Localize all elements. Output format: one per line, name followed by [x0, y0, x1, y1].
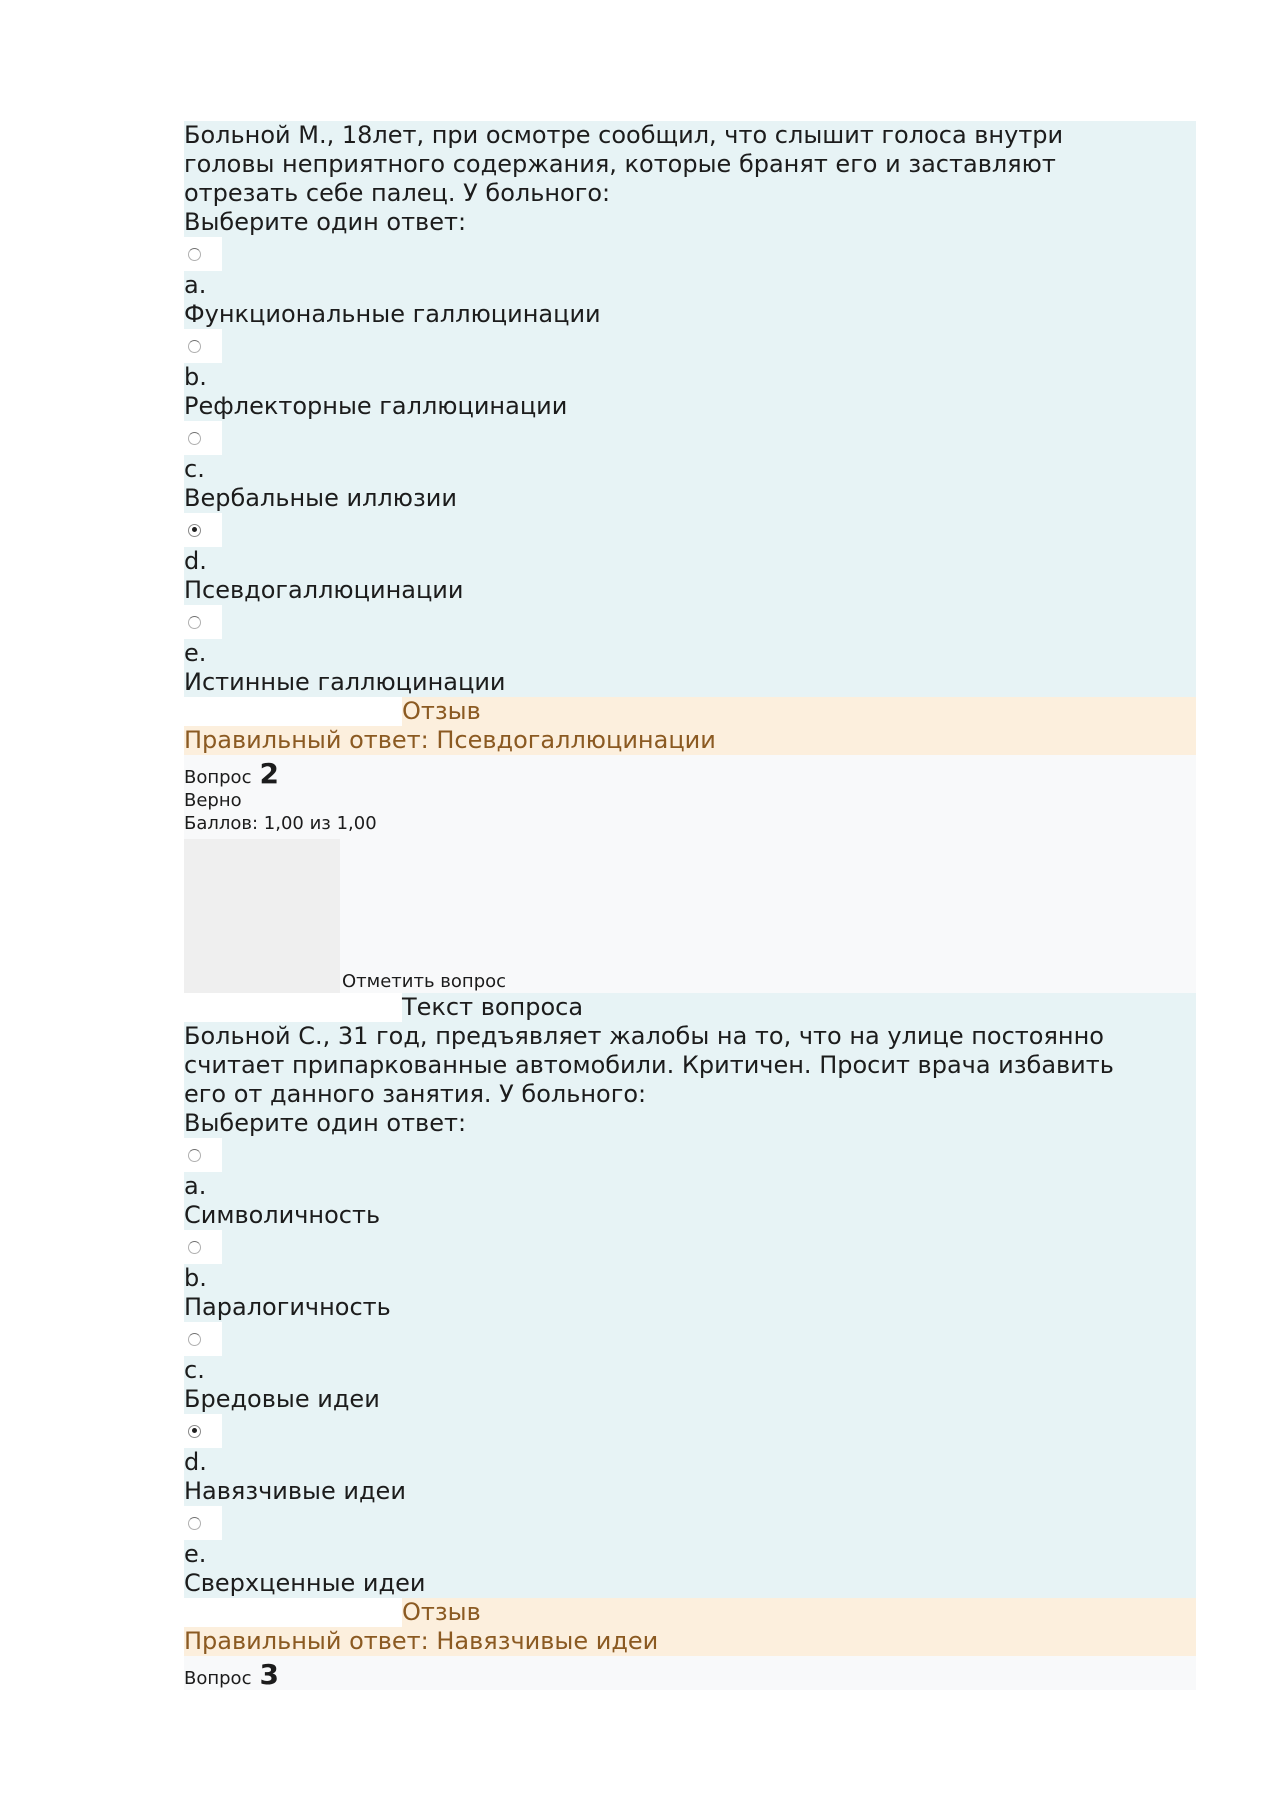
option-c-radio-row — [184, 421, 1196, 455]
radio-cell — [184, 329, 222, 363]
question-text-line: считает припаркованные автомобили. Критичен. Просит врача избавить — [184, 1051, 1114, 1079]
answer-prompt: Выберите один ответ: — [184, 208, 467, 236]
radio-button[interactable] — [188, 1241, 201, 1254]
question-label: Вопрос — [184, 1668, 252, 1689]
option-text: Навязчивые идеи — [184, 1477, 406, 1505]
question-grade: Баллов: 1,00 из 1,00 — [184, 813, 377, 834]
question-text-line: отрезать себе палец. У больного: — [184, 179, 611, 207]
radio-cell — [184, 421, 222, 455]
answer-prompt: Выберите один ответ: — [184, 1109, 467, 1137]
question-number: 3 — [259, 1658, 279, 1691]
radio-cell — [184, 605, 222, 639]
option-letter: e. — [184, 1540, 207, 1568]
feedback-spacer — [184, 1598, 402, 1627]
flag-question-link[interactable]: Отметить вопрос — [342, 971, 507, 992]
option-letter: c. — [184, 1356, 205, 1384]
option-text: Рефлекторные галлюцинации — [184, 392, 568, 420]
radio-cell — [184, 1230, 222, 1264]
question-number-line — [184, 1656, 1196, 1690]
option-b-radio-row — [184, 1230, 1196, 1264]
option-e-radio-row — [184, 605, 1196, 639]
radio-button-selected[interactable] — [188, 1425, 201, 1438]
option-text: Вербальные иллюзии — [184, 484, 457, 512]
option-text: Паралогичность — [184, 1293, 391, 1321]
option-letter: a. — [184, 271, 207, 299]
correct-answer: Правильный ответ: Навязчивые идеи — [184, 1627, 659, 1655]
option-d-radio-row — [184, 1414, 1196, 1448]
feedback-head — [184, 697, 1196, 726]
option-text: Сверхценные идеи — [184, 1569, 426, 1597]
question-number-line — [184, 755, 1196, 789]
question-text-heading: Текст вопроса — [402, 993, 1196, 1022]
feedback-spacer — [184, 697, 402, 726]
question-text-line: головы неприятного содержания, которые бранят его и заставляют — [184, 150, 1056, 178]
feedback-title: Отзыв — [402, 1598, 481, 1626]
option-letter: c. — [184, 455, 205, 483]
radio-cell — [184, 237, 222, 271]
flag-row — [184, 835, 1196, 993]
question-state: Верно — [184, 790, 242, 811]
option-e-radio-row — [184, 1506, 1196, 1540]
question-2-content — [184, 1022, 1196, 1598]
radio-button[interactable] — [188, 432, 201, 445]
option-text: Бредовые идеи — [184, 1385, 380, 1413]
option-c-radio-row — [184, 1322, 1196, 1356]
correct-answer: Правильный ответ: Псевдогаллюцинации — [184, 726, 716, 754]
option-letter: b. — [184, 363, 207, 391]
option-a-radio-row — [184, 1138, 1196, 1172]
option-d-radio-row — [184, 513, 1196, 547]
question-1-content — [184, 121, 1196, 697]
quiz-review — [184, 121, 1196, 1690]
option-letter: b. — [184, 1264, 207, 1292]
radio-cell — [184, 1506, 222, 1540]
option-letter: d. — [184, 1448, 207, 1476]
option-text: Истинные галлюцинации — [184, 668, 506, 696]
radio-button[interactable] — [188, 616, 201, 629]
feedback-title: Отзыв — [402, 697, 481, 725]
question-2-heading — [184, 993, 1196, 1022]
radio-cell — [184, 1138, 222, 1172]
question-text-line: его от данного занятия. У больного: — [184, 1080, 647, 1108]
question-number: 2 — [259, 757, 279, 790]
question-1-feedback — [184, 697, 1196, 755]
question-label: Вопрос — [184, 767, 252, 788]
question-2-info — [184, 755, 1196, 993]
option-letter: d. — [184, 547, 207, 575]
option-letter: e. — [184, 639, 207, 667]
option-letter: a. — [184, 1172, 207, 1200]
radio-cell — [184, 1322, 222, 1356]
heading-spacer — [184, 993, 402, 1022]
flag-icon[interactable] — [184, 839, 340, 993]
option-text: Псевдогаллюцинации — [184, 576, 464, 604]
radio-cell — [184, 513, 222, 547]
option-text: Символичность — [184, 1201, 381, 1229]
question-text-line: Больной М., 18лет, при осмотре сообщил, что слышит голоса внутри — [184, 121, 1064, 149]
radio-cell — [184, 1414, 222, 1448]
radio-button[interactable] — [188, 1333, 201, 1346]
option-a-radio-row — [184, 237, 1196, 271]
question-3-info — [184, 1656, 1196, 1690]
question-2-feedback — [184, 1598, 1196, 1656]
radio-button[interactable] — [188, 248, 201, 261]
radio-button[interactable] — [188, 1149, 201, 1162]
radio-button-selected[interactable] — [188, 524, 201, 537]
option-b-radio-row — [184, 329, 1196, 363]
radio-button[interactable] — [188, 340, 201, 353]
option-text: Функциональные галлюцинации — [184, 300, 601, 328]
radio-button[interactable] — [188, 1517, 201, 1530]
question-text-line: Больной С., 31 год, предъявляет жалобы на то, что на улице постоянно — [184, 1022, 1104, 1050]
feedback-head — [184, 1598, 1196, 1627]
